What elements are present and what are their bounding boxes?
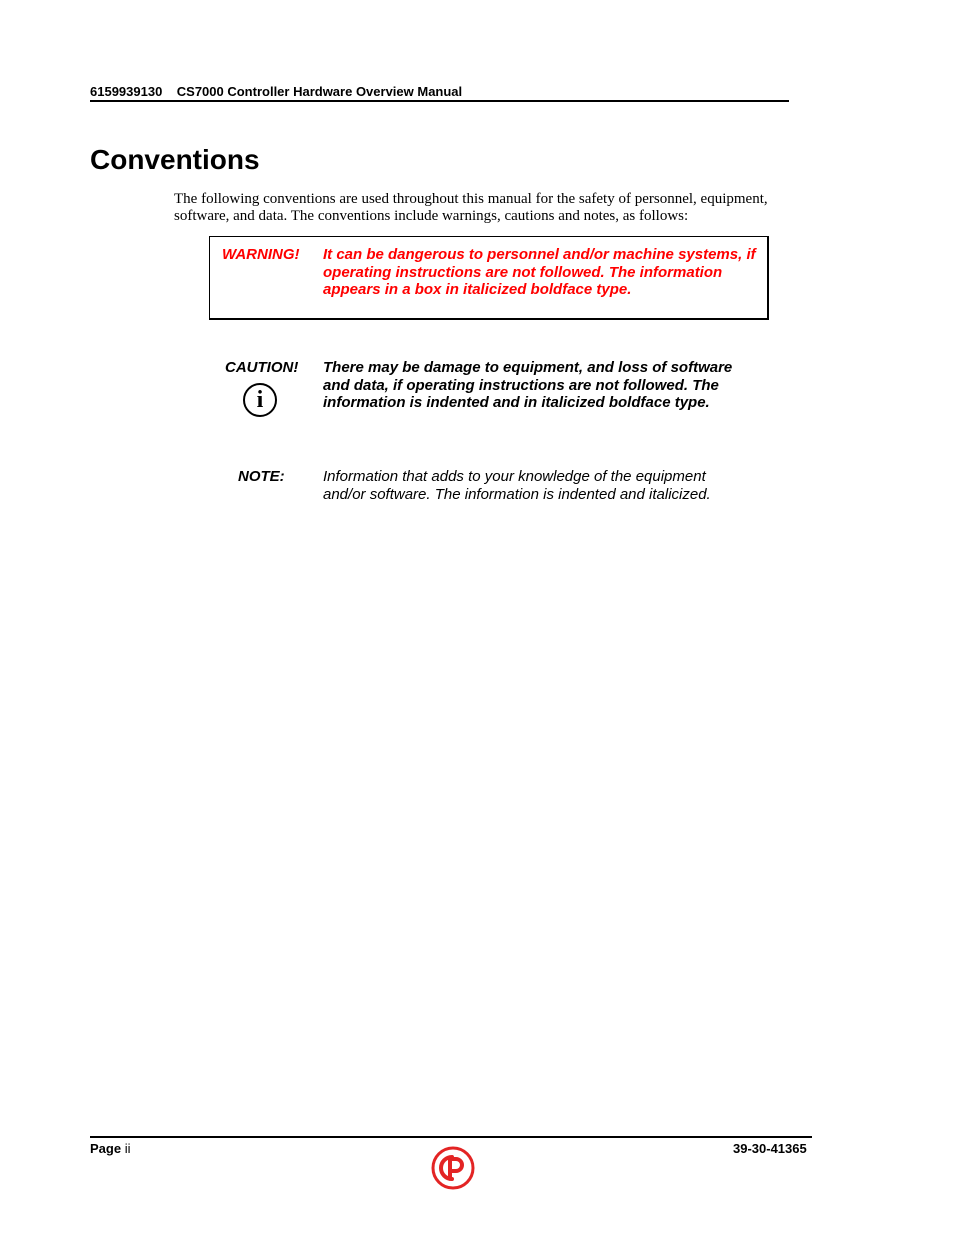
header-doc-number: 6159939130 <box>90 84 163 99</box>
note-text: Information that adds to your knowledge of the equipment and/or software. The information is indented and italicized. <box>323 468 711 503</box>
footer-rule <box>90 1136 812 1138</box>
running-header <box>90 84 462 99</box>
intro-paragraph: The following conventions are used throughout this manual for the safety of personnel, equipment, software, and data. The conventions include warnings, cautions and notes, as follows: <box>174 191 768 224</box>
note-label: NOTE: <box>238 468 285 485</box>
header-rule <box>90 100 789 102</box>
caution-label: CAUTION! <box>225 359 299 376</box>
header-doc-title: CS7000 Controller Hardware Overview Manual <box>176 84 463 99</box>
footer-page-number: ii <box>124 1141 131 1156</box>
warning-text: It can be dangerous to personnel and/or machine systems, if operating instructions are not followed. The information appears in a box in italicized boldface type. <box>323 246 756 298</box>
caution-text: There may be damage to equipment, and loss of software and data, if operating instructions are not followed. The information is indented and in italicized boldface type. <box>323 359 733 411</box>
footer-doc-code: 39-30-41365 <box>733 1141 807 1156</box>
page-title: Conventions <box>90 144 260 175</box>
warning-label: WARNING! <box>222 246 300 263</box>
info-circle-icon <box>243 383 277 417</box>
footer-page-label: Page <box>90 1141 122 1156</box>
cp-logo-icon <box>431 1146 475 1190</box>
footer-page <box>90 1141 130 1156</box>
logo-p <box>450 1159 462 1180</box>
info-glyph: i <box>256 387 264 413</box>
